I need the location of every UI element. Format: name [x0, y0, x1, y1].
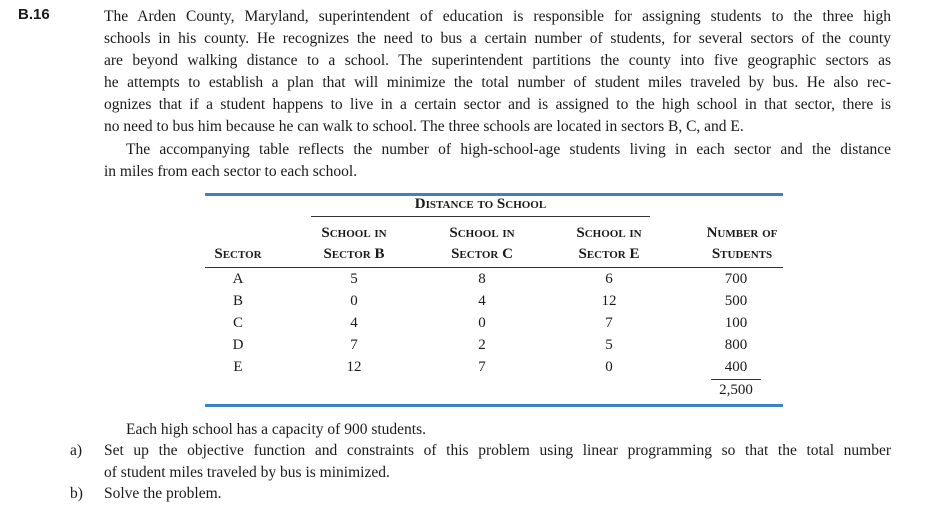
header-line: School in [449, 225, 515, 241]
distance-b-cell: 0 [350, 293, 358, 309]
sector-cell: B [232, 293, 243, 309]
distance-c-cell: 4 [478, 293, 486, 309]
header-line: Sector C [451, 246, 513, 262]
question-b-text: Solve the problem. [104, 485, 222, 502]
distance-c-cell: 8 [478, 271, 486, 287]
header-underline [205, 267, 783, 268]
school-b-header [303, 223, 405, 265]
distance-b-cell: 12 [346, 359, 362, 375]
sector-cell: C [232, 315, 243, 331]
students-cell: 800 [724, 337, 748, 353]
header-line: Sector E [578, 246, 640, 262]
students-header [687, 223, 797, 265]
question-line: of student miles traveled by bus is minimized. [104, 464, 390, 481]
students-cell: 400 [724, 359, 748, 375]
school-e-header [558, 223, 660, 265]
question-a-label: a) [70, 442, 83, 459]
distance-group-header: Distance to School [414, 196, 547, 212]
problem-intro-paragraph [104, 6, 891, 138]
distance-e-cell: 6 [605, 271, 613, 287]
table-bottom-rule [205, 404, 783, 407]
intro-line: The Arden County, Maryland, superintendent of education is responsible for assigning students to the three high [104, 8, 891, 25]
distance-e-cell: 5 [605, 337, 613, 353]
students-total: 2,500 [719, 382, 753, 398]
intro-line: no need to bus him because he can walk to school. The three schools are located in sectors B, C, and E. [104, 118, 744, 135]
problem-number: B.16 [18, 6, 50, 23]
distance-b-cell: 7 [350, 337, 358, 353]
header-line: Number of [706, 225, 778, 241]
sector-cell: D [232, 337, 244, 353]
group-header-underline [311, 216, 650, 217]
distance-c-cell: 2 [478, 337, 486, 353]
distance-c-cell: 0 [478, 315, 486, 331]
students-cell: 100 [724, 315, 748, 331]
distance-b-cell: 5 [350, 271, 358, 287]
sector-cell: A [232, 271, 244, 287]
table-intro-line: in miles from each sector to each school. [104, 163, 358, 180]
question-b-label: b) [70, 485, 83, 502]
intro-line: schools in his county. He recognizes the need to bus a certain number of students, for several sectors of the county [104, 30, 891, 47]
question-a-text [104, 440, 891, 484]
intro-line: ognizes that if a student happens to live in a certain sector and is assigned to the high school in that sector, there is [104, 96, 891, 113]
header-line: Students [711, 246, 773, 262]
header-line: School in [321, 225, 387, 241]
table-intro-paragraph [104, 139, 891, 183]
students-cell: 500 [724, 293, 748, 309]
header-line: School in [576, 225, 642, 241]
intro-line: he attempts to establish a plan that will minimize the total number of student miles traveled by bus. He also rec- [104, 74, 891, 91]
distance-b-cell: 4 [350, 315, 358, 331]
distance-e-cell: 12 [601, 293, 617, 309]
capacity-note: Each high school has a capacity of 900 students. [126, 421, 427, 438]
distance-e-cell: 7 [605, 315, 613, 331]
intro-line: are beyond walking distance to a school. The superintendent partitions the county into five geographic sectors as [104, 52, 891, 69]
header-line: Sector B [323, 246, 385, 262]
question-line: Set up the objective function and constraints of this problem using linear programming so that the total number [104, 442, 891, 459]
distance-c-cell: 7 [478, 359, 486, 375]
sector-header: Sector [214, 246, 262, 262]
table-intro-line: The accompanying table reflects the number of high-school-age students living in each sector and the distance [126, 141, 891, 158]
school-c-header [431, 223, 533, 265]
students-cell: 700 [724, 271, 748, 287]
sector-cell: E [233, 359, 243, 375]
distance-e-cell: 0 [605, 359, 613, 375]
